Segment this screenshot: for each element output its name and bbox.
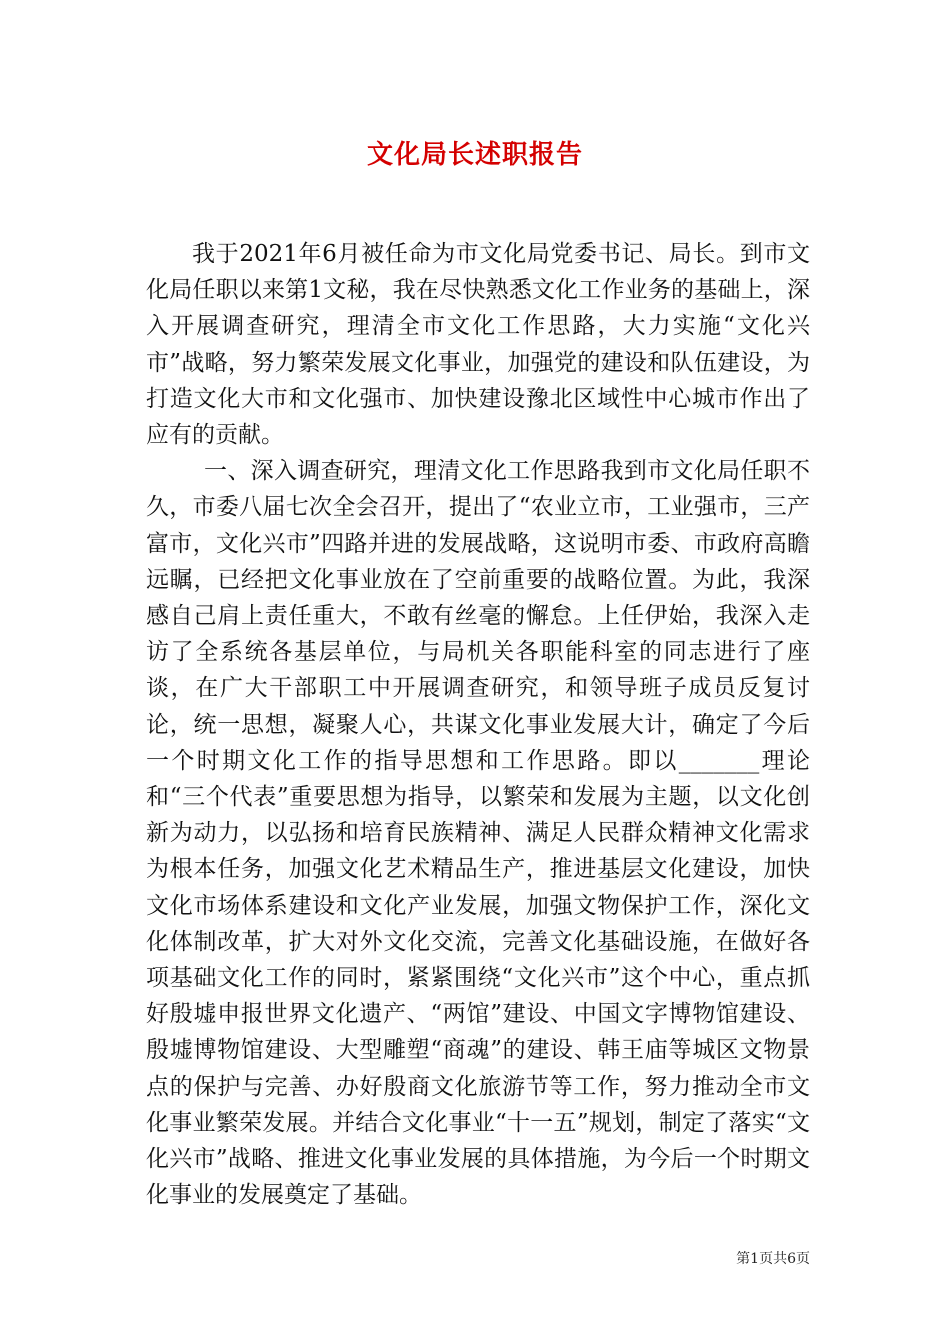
paragraph-text: 一、深入调查研究，理清文化工作思路我到市文化局任职不久，市委八届七次全会召开，提出了“农业立市，工业强市，三产富市，文化兴市”四路并进的发展战略，这说明市委、市政府高瞻远瞩，已经把文化事业放在了空前重要的战略位置。为此，我深感自己肩上责任重大，不敢有丝毫的懈怠。上任伊始，我深入走访了全系统各基层单位，与局机关各职能科室的同志进行了座谈，在广大干部职工中开展调查研究，和领导班子成员反复讨论，统一思想，凝聚人心，共谋文化事业发展大计，确定了今后一个时期文化工作的指导思想和工作思路。即以_______理论和“三个代表”重要思想为指导，以繁荣和发展为主题，以文化创新为动力，以弘扬和培育民族精神、满足人民群众精神文化需求为根本任务，加强文化艺术精品生产，推进基层文化建设，加快文化市场体系建设和文化产业发展，加强文物保护工作，深化文化体制改革，扩大对外文化交流，完善文化基础设施，在做好各项基础文化工作的同时，紧紧围绕“文化兴市”这个中心，重点抓好殷墟申报世界文化遗产、“两馆”建设、中国文字博物馆建设、殷墟博物馆建设、大型雕塑“商魂”的建设、韩王庙等城区文物景点的保护与完善、办好殷商文化旅游节等工作，努力推动全市文化事业繁荣发展。并结合文化事业“十一五”规划，制定了落实“文化兴市”战略、推进文化事业发展的具体措施，为今后一个时期文化事业的发展奠定了基础。	[146, 458, 810, 1209]
paragraph-text: 我于2021年6月被任命为市文化局党委书记、局长。到市文化局任职以来第1文秘，我在尽快熟悉文化工作业务的基础上，深入开展调查研究，理清全市文化工作思路，大力实施“文化兴市”战略，努力繁荣发展文化事业，加强党的建设和队伍建设，为打造文化大市和文化强市、加快建设豫北区域性中心城市作出了应有的贡献。	[146, 241, 810, 449]
page-number: 第1页共6页	[736, 1251, 810, 1267]
page-title: 文化局长述职报告	[366, 140, 583, 170]
body-text	[146, 236, 810, 1213]
paragraph-intro	[146, 236, 810, 453]
paragraph-section-1	[146, 453, 810, 1213]
